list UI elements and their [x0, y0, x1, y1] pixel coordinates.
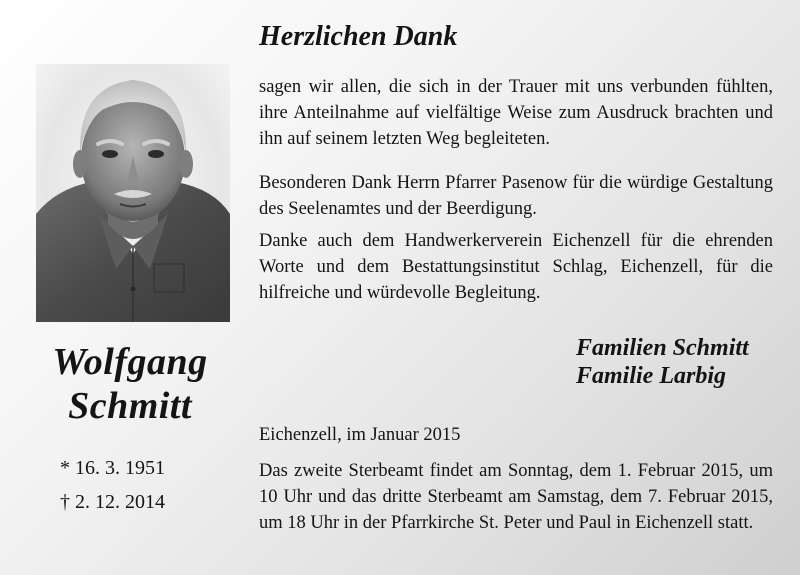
deceased-name: [30, 340, 230, 428]
last-name: Schmitt: [68, 385, 192, 427]
memorial-mass-paragraph: Das zweite Sterbeamt findet am Sonntag, dem 1. Februar 2015, um 10 Uhr und das dritte Sterbeamt am Samstag, dem 7. Februar 2015, um 18 Uhr in der Pfarrkirche St. Peter und Paul in Eichenzell statt.: [259, 461, 773, 533]
family-signature: [576, 334, 749, 390]
death-date: † 2. 12. 2014: [60, 491, 165, 513]
birth-date: * 16. 3. 1951: [60, 457, 165, 479]
portrait-photo: [36, 64, 230, 322]
life-dates: [60, 451, 230, 519]
notice-heading: Herzlichen Dank: [259, 21, 458, 52]
signature-line-2: Familie Larbig: [576, 363, 726, 389]
place-and-date: Eichenzell, im Januar 2015: [259, 425, 461, 445]
association-thanks-paragraph: Danke auch dem Handwerkerverein Eichenzell für die ehrenden Worte und dem Bestattungsinstitut Schlag, Eichenzell, für die hilfreiche und würdevolle Begleitung.: [259, 231, 773, 303]
signature-line-1: Familien Schmitt: [576, 335, 749, 361]
pastor-thanks-paragraph: Besonderen Dank Herrn Pfarrer Pasenow für die würdige Gestaltung des Seelenamtes und der Beerdigung.: [259, 173, 773, 219]
thanks-paragraph: sagen wir allen, die sich in der Trauer mit uns verbunden fühlten, ihre Anteilnahme auf vielfältige Weise zum Ausdruck brachten und ihn auf seinem letzten Weg begleiteten.: [259, 77, 773, 149]
first-name: Wolfgang: [52, 341, 208, 383]
